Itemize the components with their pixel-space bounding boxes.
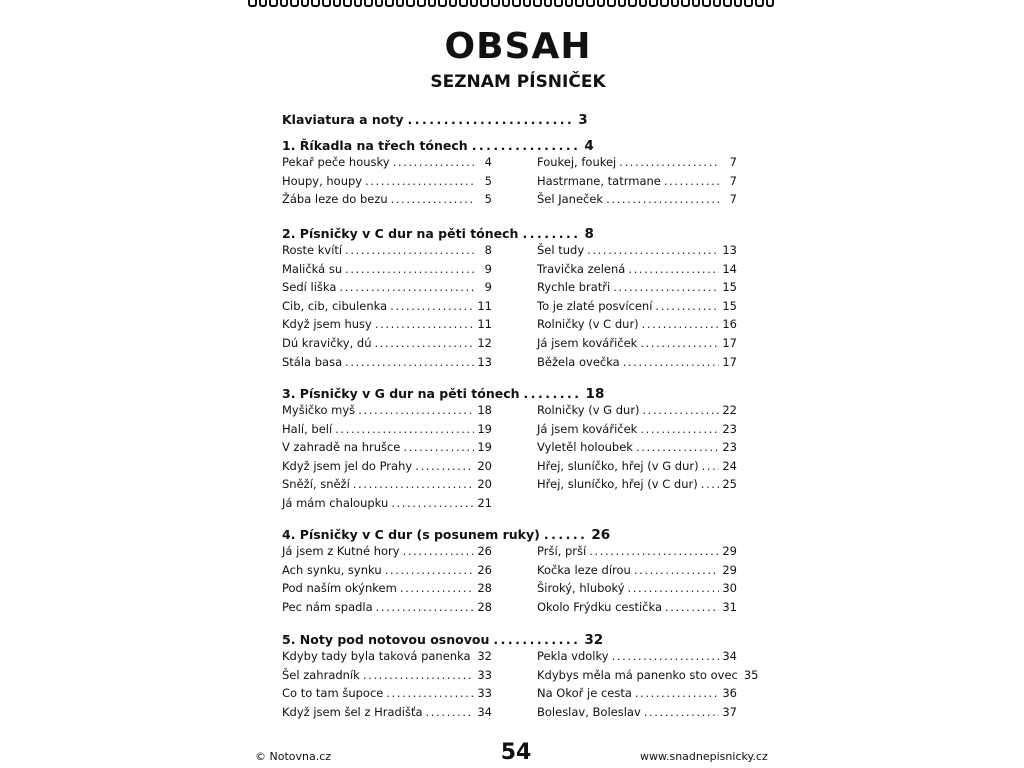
song-title: Kdybys měla má panenko sto ovec — [537, 667, 738, 682]
song-entry[interactable] — [282, 243, 492, 262]
leader-dots — [701, 477, 720, 491]
song-entry[interactable] — [282, 563, 492, 582]
toc-section-5[interactable] — [282, 632, 604, 648]
song-page: 30 — [722, 581, 737, 596]
song-entry[interactable] — [282, 686, 492, 705]
song-list-s4-left — [282, 544, 492, 618]
song-title: V zahradě na hrušce — [282, 440, 401, 455]
leader-dots — [640, 422, 719, 436]
song-title: Kdyby tady byla taková panenka — [282, 649, 471, 663]
song-title: Když jsem šel z Hradišťa — [282, 704, 423, 719]
song-title: Pod naším okýnkem — [282, 581, 397, 596]
leader-dots — [345, 262, 475, 276]
leader-dots: ............... — [471, 138, 581, 153]
song-title: Rolničky (v C dur) — [537, 317, 639, 332]
song-entry[interactable] — [282, 174, 492, 193]
leader-dots — [644, 705, 720, 719]
song-title: Běžela ovečka — [537, 354, 620, 369]
leader-dots — [474, 649, 475, 663]
song-list-s1-left — [282, 155, 492, 211]
song-title: Vyletěl holoubek — [537, 440, 633, 455]
song-page: 15 — [722, 280, 737, 295]
song-entry[interactable] — [282, 403, 492, 422]
song-title: Když jsem jel do Prahy — [282, 458, 413, 473]
song-title: Já jsem z Kutné hory — [282, 544, 400, 558]
song-page: 14 — [722, 261, 737, 276]
song-page: 9 — [484, 280, 492, 295]
toc-section-title: 1. Říkadla na třech tónech — [282, 138, 468, 153]
song-list-s4-right — [537, 544, 737, 618]
song-entry[interactable] — [537, 649, 737, 668]
leader-dots — [375, 336, 475, 350]
leader-dots: ....................... — [407, 112, 575, 127]
song-title: Rolničky (v G dur) — [537, 403, 640, 417]
leader-dots — [612, 649, 720, 663]
song-entry[interactable] — [282, 459, 492, 478]
song-entry[interactable] — [282, 422, 492, 441]
song-entry[interactable] — [282, 477, 492, 496]
song-entry[interactable] — [282, 280, 492, 299]
leader-dots — [403, 544, 475, 558]
song-title: Hřej, sluníčko, hřej (v C dur) — [537, 477, 698, 492]
song-entry[interactable] — [537, 262, 737, 281]
leader-dots — [606, 192, 720, 206]
song-entry[interactable] — [282, 440, 492, 459]
song-entry[interactable] — [282, 262, 492, 281]
song-list-s3-right — [537, 403, 737, 496]
song-title: Já mám chaloupku — [282, 495, 389, 510]
song-title: Stála basa — [282, 354, 343, 369]
song-page: 15 — [722, 298, 737, 313]
song-page: 18 — [477, 403, 492, 417]
toc-section-page: 8 — [584, 226, 594, 242]
leader-dots — [664, 174, 720, 188]
song-entry[interactable] — [282, 649, 492, 668]
toc-section-3[interactable] — [282, 386, 605, 402]
song-page: 35 — [743, 667, 759, 682]
footer-page-number: 54 — [500, 740, 532, 765]
song-title: Cib, cib, cibulenka — [282, 298, 388, 313]
leader-dots: ........ — [523, 386, 582, 401]
song-page: 20 — [477, 477, 492, 492]
song-title: To je zlaté posvícení — [537, 298, 653, 313]
leader-dots — [628, 262, 719, 276]
song-page: 23 — [722, 440, 737, 455]
toc-section-4[interactable] — [282, 527, 611, 543]
toc-entry-intro[interactable] — [282, 112, 588, 128]
song-entry[interactable] — [537, 422, 737, 441]
leader-dots — [385, 563, 475, 577]
song-title: Kočka leze dírou — [537, 562, 631, 577]
song-page: 20 — [477, 458, 492, 473]
song-page: 11 — [477, 317, 492, 332]
song-title: Maličká su — [282, 261, 343, 276]
song-title: Žába leze do bezu — [282, 192, 388, 207]
page-subtitle: SEZNAM PÍSNIČEK — [430, 72, 606, 92]
song-list-s2-right — [537, 243, 737, 373]
song-title: Co to tam šupoce — [282, 686, 384, 701]
song-title: Já jsem kovářiček — [537, 421, 638, 436]
leader-dots — [376, 600, 475, 614]
song-entry[interactable] — [537, 686, 737, 705]
song-title: Pekla vdolky — [537, 649, 609, 663]
song-page: 28 — [477, 581, 492, 596]
song-page: 26 — [477, 562, 492, 577]
song-title: Sedí liška — [282, 280, 337, 295]
leader-dots — [363, 668, 475, 682]
song-entry[interactable] — [282, 299, 492, 318]
leader-dots — [635, 686, 719, 700]
song-page: 7 — [729, 173, 737, 188]
song-entry[interactable] — [282, 600, 492, 619]
song-page: 22 — [722, 403, 737, 417]
song-title: Široký, hluboký — [537, 581, 625, 596]
song-page: 33 — [477, 686, 492, 701]
leader-dots — [589, 544, 719, 558]
toc-section-1[interactable] — [282, 138, 594, 154]
leader-dots — [386, 686, 474, 700]
song-entry[interactable] — [537, 563, 737, 582]
leader-dots — [390, 299, 474, 313]
toc-section-page: 4 — [584, 138, 594, 154]
page-title: OBSAH — [444, 26, 592, 67]
song-entry[interactable] — [537, 155, 737, 174]
toc-section-title: 3. Písničky v G dur na pěti tónech — [282, 386, 520, 401]
leader-dots — [391, 192, 475, 206]
toc-section-2[interactable] — [282, 226, 594, 242]
song-entry[interactable] — [537, 355, 737, 374]
song-entry[interactable] — [537, 336, 737, 355]
leader-dots: ........ — [522, 226, 581, 241]
song-title: Hřej, sluníčko, hřej (v G dur) — [537, 458, 699, 473]
leader-dots — [393, 155, 475, 169]
leader-dots — [335, 422, 474, 436]
song-page: 19 — [477, 440, 492, 455]
song-title: Okolo Frýdku cestička — [537, 599, 663, 614]
leader-dots — [375, 317, 475, 331]
song-list-s3-left — [282, 403, 492, 515]
song-entry[interactable] — [537, 600, 737, 619]
song-entry[interactable] — [282, 705, 492, 724]
leader-dots — [642, 317, 720, 331]
song-title: Prší, prší — [537, 544, 587, 558]
song-entry[interactable] — [537, 280, 737, 299]
toc-entry-page: 3 — [578, 112, 588, 128]
toc-section-page: 26 — [591, 527, 611, 543]
song-entry[interactable] — [537, 243, 737, 262]
song-page: 13 — [722, 243, 737, 257]
toc-section-page: 18 — [585, 386, 605, 402]
song-list-s1-right — [537, 155, 737, 211]
leader-dots — [400, 581, 475, 595]
song-page: 9 — [484, 261, 492, 276]
song-title: Dú kravičky, dú — [282, 335, 372, 350]
song-page: 11 — [477, 298, 492, 313]
toc-section-page: 32 — [584, 632, 604, 648]
song-page: 17 — [722, 354, 737, 369]
song-title: Roste kvítí — [282, 243, 343, 257]
leader-dots — [358, 403, 474, 417]
leader-dots — [623, 355, 720, 369]
toc-section-title: 5. Noty pod notovou osnovou — [282, 632, 490, 647]
leader-dots — [365, 174, 475, 188]
leader-dots — [634, 563, 720, 577]
song-title: Houpy, houpy — [282, 173, 363, 188]
toc-section-title: 4. Písničky v C dur (s posunem ruky) — [282, 527, 540, 542]
leader-dots — [628, 581, 720, 595]
leader-dots — [391, 496, 474, 510]
song-page: 25 — [722, 477, 737, 492]
song-entry[interactable] — [537, 174, 737, 193]
song-page: 23 — [722, 421, 737, 436]
leader-dots — [345, 243, 475, 257]
song-page: 29 — [722, 544, 737, 558]
leader-dots — [655, 299, 719, 313]
leader-dots — [636, 440, 719, 454]
song-page: 7 — [729, 192, 737, 207]
leader-dots — [587, 243, 719, 257]
song-list-s5-left — [282, 649, 492, 723]
song-page: 5 — [484, 173, 492, 188]
leader-dots — [415, 459, 474, 473]
song-entry[interactable] — [537, 544, 737, 563]
song-entry[interactable] — [537, 667, 759, 687]
song-title: Pekař peče housky — [282, 155, 390, 169]
song-entry[interactable] — [282, 544, 492, 563]
song-entry[interactable] — [282, 192, 492, 211]
leader-dots — [339, 280, 475, 294]
song-entry[interactable] — [282, 581, 492, 600]
leader-dots: ............ — [493, 632, 581, 647]
song-entry[interactable] — [282, 317, 492, 336]
song-page: 8 — [484, 243, 492, 257]
footer-website: www.snadnepisnicky.cz — [640, 750, 768, 763]
leader-dots — [665, 600, 719, 614]
song-entry[interactable] — [537, 403, 737, 422]
leader-dots — [640, 336, 719, 350]
song-entry[interactable] — [537, 440, 737, 459]
spiral-binding — [248, 0, 774, 9]
song-title: Rychle bratři — [537, 280, 611, 295]
song-entry[interactable] — [537, 477, 737, 496]
song-entry[interactable] — [537, 317, 737, 336]
song-page: 7 — [729, 155, 737, 169]
song-page: 28 — [477, 599, 492, 614]
song-page: 26 — [477, 544, 492, 558]
song-entry[interactable] — [282, 668, 492, 687]
song-entry[interactable] — [537, 299, 737, 318]
leader-dots — [643, 403, 720, 417]
song-page: 21 — [477, 495, 492, 510]
song-entry[interactable] — [537, 192, 737, 211]
song-page: 34 — [477, 704, 492, 719]
leader-dots — [403, 440, 474, 454]
song-title: Šel Janeček — [537, 192, 604, 207]
song-list-s2-left — [282, 243, 492, 373]
leader-dots — [426, 705, 475, 719]
footer-copyright: © Notovna.cz — [255, 750, 332, 763]
song-page: 29 — [722, 562, 737, 577]
song-title: Halí, belí — [282, 421, 333, 436]
song-title: Ach synku, synku — [282, 562, 382, 577]
song-title: Travička zelená — [537, 261, 626, 276]
song-title: Když jsem husy — [282, 317, 372, 332]
song-title: Já jsem kovářiček — [537, 335, 638, 350]
song-title: Myšičko myš — [282, 403, 356, 417]
song-page: 24 — [722, 458, 737, 473]
leader-dots — [702, 459, 720, 473]
song-entry[interactable] — [537, 705, 737, 724]
song-entry[interactable] — [282, 336, 492, 355]
song-title: Sněží, sněží — [282, 477, 350, 492]
song-page: 34 — [722, 649, 737, 663]
song-page: 31 — [722, 599, 737, 614]
song-title: Šel zahradník — [282, 667, 360, 682]
toc-section-title: 2. Písničky v C dur na pěti tónech — [282, 226, 519, 241]
song-entry[interactable] — [282, 155, 492, 174]
song-page: 5 — [484, 192, 492, 207]
song-entry[interactable] — [282, 496, 492, 515]
song-page: 13 — [477, 354, 492, 369]
leader-dots — [619, 155, 720, 169]
song-entry[interactable] — [537, 581, 737, 600]
song-title: Foukej, foukej — [537, 155, 617, 169]
song-page: 16 — [722, 317, 737, 332]
song-page: 37 — [722, 704, 737, 719]
leader-dots — [345, 355, 474, 369]
song-page: 33 — [477, 667, 492, 682]
toc-entry-title: Klaviatura a noty — [282, 112, 404, 127]
song-title: Šel tudy — [537, 243, 585, 257]
song-page: 19 — [477, 421, 492, 436]
leader-dots — [353, 477, 475, 491]
song-title: Na Okoř je cesta — [537, 686, 632, 701]
song-page: 32 — [477, 649, 492, 663]
song-title: Hastrmane, tatrmane — [537, 173, 661, 188]
song-page: 12 — [477, 335, 492, 350]
song-page: 17 — [722, 335, 737, 350]
song-page: 4 — [484, 155, 492, 169]
song-title: Boleslav, Boleslav — [537, 704, 641, 719]
song-title: Pec nám spadla — [282, 599, 373, 614]
song-page: 36 — [722, 686, 737, 701]
song-list-s5-right — [537, 649, 759, 723]
leader-dots — [613, 280, 719, 294]
song-entry[interactable] — [537, 459, 737, 478]
leader-dots: ...... — [543, 527, 588, 542]
song-entry[interactable] — [282, 355, 492, 374]
